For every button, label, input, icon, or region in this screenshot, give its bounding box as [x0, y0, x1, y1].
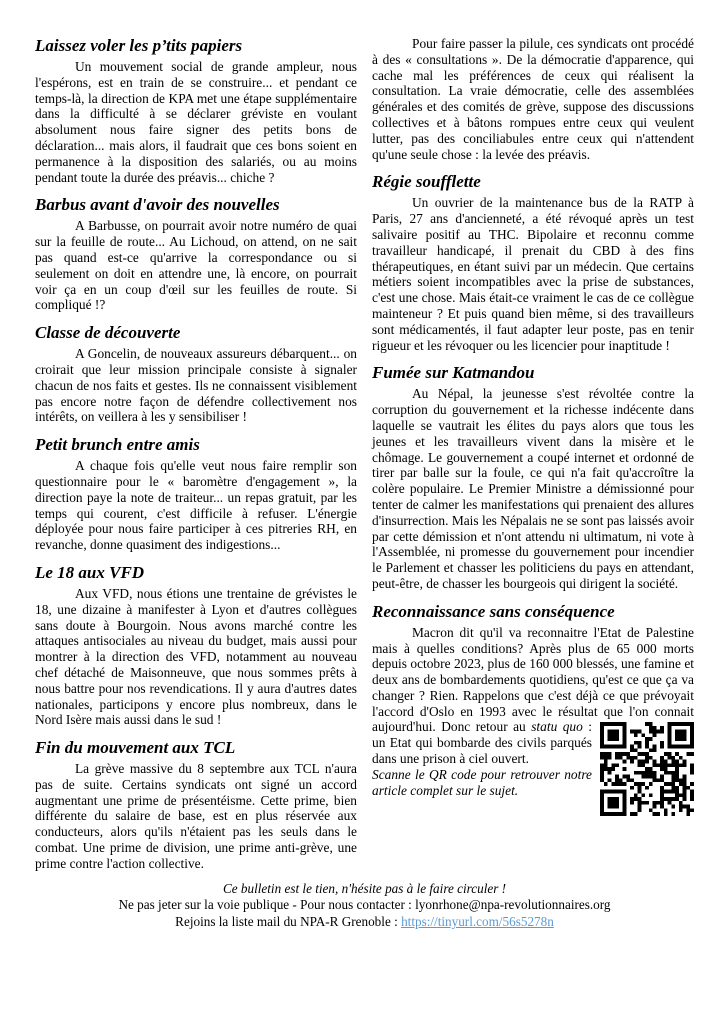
mailing-list-label: Rejoins la liste mail du NPA-R Grenoble :	[175, 913, 402, 929]
text-run: aujourd'hui. Donc retour au	[372, 719, 532, 735]
section-heading: Fumée sur Katmandou	[372, 363, 535, 383]
paragraph: Scanne le QR code pour retrouver notre article complet sur le sujet.	[372, 766, 592, 798]
paragraph: La grève massive du 8 septembre aux TCL n'aura pas de suite. Certains syndicats ont signé un accord augmentant une prime de présentéisme. Cette prime, bien différente du salaire de base, est en plus réservée aux conducteurs, alors qu'ils n'étaient pas les seuls dans le combat. Une prime de division, une prime anti-grève, une prime contre l'action collective.	[35, 761, 357, 871]
paragraph	[372, 625, 694, 767]
columns	[35, 36, 694, 872]
section-heading: Régie soufflette	[372, 172, 481, 192]
paragraph: Un mouvement social de grande ampleur, nous l'espérons, est en train de se construire... et pendant ce temps-là, la direction de KPA met une étape supplémentaire dans la difficulté à se déclarer gréviste en voulant absolument nous faire signer des petits bons de déclaration... mais alors, il faudrait que ces bons soient en permanence à la disposition des salariés, ou au moins pendant toute la durée des préavis... chiche ?	[35, 59, 357, 185]
text-run: Macron dit qu'il va reconnaitre l'Etat de Palestine mais à quelles conditions? Après plus de 65 000 morts depuis octobre 2023, plus de 160 000 blessés, une famine et deux ans de bombardements quotidiens, qu'est ce que ça va changer ? Rien. Rappelons que c'est déjà ce que prévoyait l'accord d'Oslo en 1993 avec le résultat que l'on connait	[372, 624, 694, 719]
section-heading: Le 18 aux VFD	[35, 562, 145, 582]
paragraph: Pour faire passer la pilule, ces syndicats ont procédé à des « consultations ». De la démocratie d'apparence, qui cache mal les préférences de ceux qui réalisent la consultation. La vraie démocratie, celle des assemblées générales et des comités de grève, suppose des discussions collectives et à bâtons rompues entre ceux qui veulent lutter, pas des conciliabules entre ceux qui n'attendent qu'une seule chose : la levée des préavis.	[372, 36, 694, 162]
section-heading: Reconnaissance sans conséquence	[372, 601, 615, 621]
section-heading: Classe de découverte	[35, 323, 181, 343]
footer-mailing-list-line	[35, 914, 694, 931]
column-left	[35, 36, 357, 872]
paragraph: A chaque fois qu'elle veut nous faire remplir son questionnaire pour le « baromètre d'engagement », la direction paye la note de traiteur... un repas gratuit, par les temps qui courent, c'est difficile à refuser. L'énergie déployée pour nous faire participer à ces pitreries RH, en revanche, donne quasiment des indigestions...	[35, 458, 357, 553]
paragraph: Au Népal, la jeunesse s'est révoltée contre la corruption du gouvernement et la richesse indécente dans laquelle se vautrait les élites du pays alors que tous les jeunes et les travailleurs vivent dans la misère et le chômage. Le gouvernement a coupé internet et ordonné de tirer par balle sur la foule, ce qui n'a fait qu'accroître la colère populaire. Le Premier Ministre a démissionné pour tenter de calmer les manifestations qui prenaient des allures d'insurrection. Mais les Népalais ne se sont pas laissés avoir par cette démission et n'ont attendu ni ultimatum, ni vote à l'Assemblée, ni promesse du gouvernement pour incendier le Parlement et chasser les politiciens du pays en attendant, peut-être, de chasser les bourgeois qui dirigent la société.	[372, 386, 694, 591]
footer-circulate-note: Ce bulletin est le tien, n'hésite pas à le faire circuler !	[222, 880, 507, 896]
paragraph: A Goncelin, de nouveaux assureurs débarquent... on croirait que leur mission principale consiste à signaler chacun de nos faits et gestes. Ils ne connaissent visiblement pas encore notre façon de défendre collectivement nos intérêts, on veillera à les y sensibiliser !	[35, 346, 357, 425]
section-heading: Barbus avant d'avoir des nouvelles	[35, 195, 280, 215]
section-heading: Petit brunch entre amis	[35, 435, 200, 455]
emphasized-text: statu quo	[531, 719, 583, 735]
paragraph: Aux VFD, nous étions une trentaine de grévistes le 18, une dizaine à manifester à Lyon et d'autres collègues sans doute à Bourgoin. Nous avons marché contre les attaques antisociales au niveau du budget, mais aussi pour montrer à la direction des VFD, notamment au nouveau chef détaché de Maisonneuve, que nous sommes prêts à nous battre pour nos revendications. Il y aura d'autres dates nationales, participons y encore plus nombreux, dans le Nord Isère mais aussi dans le sud !	[35, 585, 357, 728]
text-run: : un Etat qui bombarde des civils parqués dans une prison à ciel ouvert.	[372, 719, 592, 767]
footer-contact-line: Ne pas jeter sur la voie publique - Pour nous contacter : lyonrhone@npa-revolutionnaires.org	[118, 897, 611, 913]
mailing-list-link[interactable]: https://tinyurl.com/56s5278n	[401, 913, 554, 929]
section-heading: Fin du mouvement aux TCL	[35, 738, 236, 758]
paragraph: Un ouvrier de la maintenance bus de la RATP à Paris, 27 ans d'ancienneté, a été révoqué après un test salivaire positif au THC. Bipolaire et reconnu comme travailleur handicapé, il prenait du CBD à des fins thérapeutiques, en étant suivi par un médecin. Que certains métiers soient incompatibles avec la prise de substances, c'est une chose. Mais était-ce vraiment le cas de ce collègue mainteneur ? Et puis quand bien même, si des travailleurs sont médicamentés, il faut adapter leur poste, pas en tenir rigueur et les révoquer ou les licencier pour inaptitude !	[372, 195, 694, 353]
footer	[35, 881, 694, 931]
qr-code	[600, 722, 694, 816]
section-heading: Laissez voler les p’tits papiers	[35, 36, 243, 55]
paragraph: A Barbusse, on pourrait avoir notre numéro de quai sur la feuille de route... Au Lichoud, on attend, on ne sait pas quand est-ce qu'arrive la correspondance ou si seulement on doit en attendre une, là encore, on pourrait voir ça en un coup d'œil sur les feuilles de route. Si compliqué !?	[35, 218, 357, 313]
column-right	[372, 36, 694, 872]
